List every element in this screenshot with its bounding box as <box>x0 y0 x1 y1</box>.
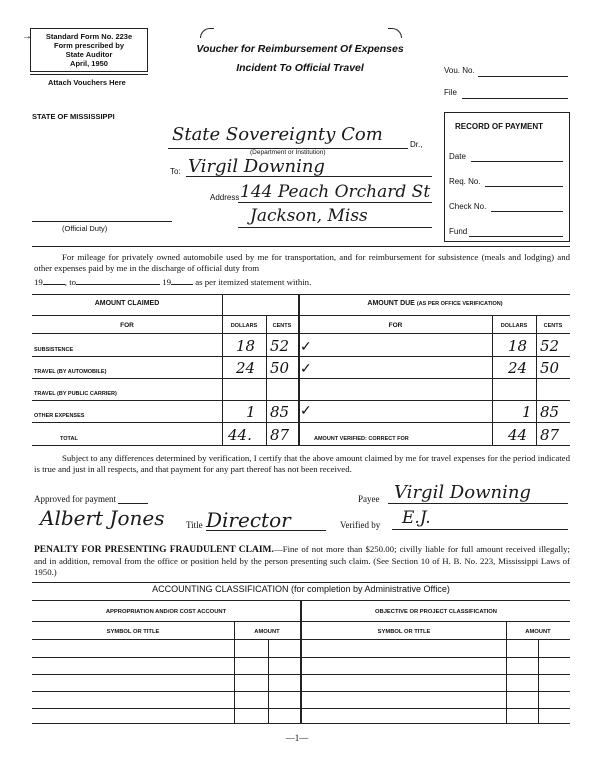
due-cents-other: 85 <box>540 403 560 421</box>
dept-caption: (Department or Institution) <box>250 149 326 156</box>
address-label: Address <box>210 193 240 202</box>
penalty-paragraph <box>34 544 570 578</box>
for-header-right: FOR <box>388 322 403 329</box>
payee-label: Payee <box>358 494 380 504</box>
penalty-heading: PENALTY FOR PRESENTING FRAUDULENT CLAIM. <box>34 545 274 555</box>
form-number-box <box>30 28 148 72</box>
amount-header-right: AMOUNT <box>525 629 551 635</box>
accounting-title: ACCOUNTING CLASSIFICATION <box>152 584 289 594</box>
official-duty-line <box>32 221 172 222</box>
address-line2: Jackson, Miss <box>250 206 368 226</box>
official-duty-label: (Official Duty) <box>62 224 108 233</box>
row-label-other: OTHER EXPENSES <box>34 413 85 419</box>
claimed-cents-subsistence: 52 <box>270 337 290 355</box>
certify-paragraph: Subject to any differences determined by verification, I certify that the above amount claimed by me for travel expenses for the period indicated is true and just in all respects, and that payment for any part thereof has not been received. <box>34 453 570 474</box>
record-of-payment-box <box>444 112 570 242</box>
verified-label: AMOUNT VERIFIED: CORRECT FOR <box>314 436 409 442</box>
section-divider-top <box>32 246 570 247</box>
dollars-header-left: DOLLARS <box>230 323 258 329</box>
to-line <box>186 176 432 177</box>
row-label-travel-auto: TRAVEL (BY AUTOMOBILE) <box>34 369 107 375</box>
dr-label: Dr., <box>410 140 423 149</box>
record-check: Check No. <box>449 202 487 211</box>
file-label: File <box>444 88 457 97</box>
claimed-cents-travel-auto: 50 <box>270 359 290 377</box>
check-mark-icon: ✓ <box>300 340 312 355</box>
amount-header-left: AMOUNT <box>254 629 280 635</box>
amount-due-label: AMOUNT DUE <box>367 300 415 307</box>
title-line <box>206 530 326 531</box>
due-dollars-subsistence: 18 <box>508 337 528 355</box>
record-title: RECORD OF PAYMENT <box>455 122 544 131</box>
attach-rule <box>30 74 148 75</box>
due-dollars-travel-auto: 24 <box>508 359 528 377</box>
accounting-table <box>32 600 570 724</box>
top-mark-left <box>200 28 214 38</box>
check-mark-icon: ✓ <box>300 362 312 377</box>
record-fund: Fund <box>449 227 468 236</box>
expense-table <box>32 294 570 446</box>
form-box-line1: Standard Form No. 223e <box>45 32 133 41</box>
accounting-subtitle: (for completion by Administrative Office) <box>290 584 450 594</box>
row-label-total: TOTAL <box>60 436 78 442</box>
due-cents-subsistence: 52 <box>540 337 560 355</box>
claimed-dollars-travel-auto: 24 <box>236 359 256 377</box>
mileage-paragraph: For mileage for privately owned automobile used by me for transportation, and for reimbursement for subsistence (meals and lodging) and other expenses paid by me in the discharge of official duty from <box>34 252 570 273</box>
attach-label: Attach Vouchers Here <box>48 78 126 87</box>
accounting-title-line <box>32 584 570 594</box>
record-date: Date <box>449 152 466 161</box>
mileage-tail: as per itemized statement within. <box>195 277 312 287</box>
state-label: STATE OF MISSISSIPPI <box>32 112 115 121</box>
symbol-header-left: SYMBOL OR TITLE <box>106 629 160 635</box>
objective-header: OBJECTIVE OR PROJECT CLASSIFICATION <box>375 609 497 615</box>
mileage-line2 <box>34 277 570 287</box>
mileage-19b: 19 <box>162 277 172 287</box>
to-label: To: <box>170 167 181 176</box>
verified-by-line <box>392 529 568 530</box>
approved-line <box>118 503 148 504</box>
form-box-line3: State Auditor <box>65 50 113 59</box>
dept-handwritten: State Sovereignty Com <box>172 124 383 145</box>
form-title-line2: Incident To Official Travel <box>236 62 364 74</box>
claimed-cents-other: 85 <box>270 403 290 421</box>
file-line <box>462 98 568 99</box>
payee-line <box>388 503 568 504</box>
form-box-line4: April, 1950 <box>70 59 108 68</box>
top-mark-right <box>388 28 402 38</box>
approver-signature: Albert Jones <box>40 506 165 530</box>
mileage-19a: 19 <box>34 277 43 287</box>
penalty-text: —Fine of not more than $250.00; civilly liable for full amount received illegally; and in addition, removal from the office or position held by the person presenting such claim. (See Section 10 of H. B. No. 223, Mississippi Laws of 1950.) <box>34 544 570 577</box>
address-line1-rule <box>238 202 432 203</box>
dollars-header-right: DOLLARS <box>500 323 528 329</box>
approved-label: Approved for payment <box>34 494 116 504</box>
row-label-subsistence: SUBSISTENCE <box>34 347 74 353</box>
corner-arrow: → <box>22 31 32 42</box>
payee-signature: Virgil Downing <box>394 482 531 503</box>
due-cents-travel-auto: 50 <box>540 359 560 377</box>
amount-due-sub: (AS PER OFFICE VERIFICATION) <box>416 301 503 307</box>
claimed-cents-total: 87 <box>270 426 290 444</box>
form-box-line2: Form prescribed by <box>53 41 125 50</box>
symbol-header-right: SYMBOL OR TITLE <box>377 629 431 635</box>
row-label-travel-public: TRAVEL (BY PUBLIC CARRIER) <box>34 391 117 397</box>
amount-due-header <box>300 300 570 307</box>
page-number: —1— <box>285 733 309 743</box>
amount-claimed-header: AMOUNT CLAIMED <box>94 300 160 307</box>
title-label: Title <box>186 520 203 530</box>
claimed-dollars-total: 44. <box>228 426 252 444</box>
form-title-line1: Voucher for Reimbursement Of Expenses <box>196 43 404 55</box>
cents-header-right: CENTS <box>543 323 563 329</box>
for-header-left: FOR <box>120 322 134 329</box>
address-line2-rule <box>238 227 432 228</box>
claimed-dollars-subsistence: 18 <box>236 337 256 355</box>
accounting-top-rule <box>32 582 570 583</box>
verified-cents-total: 87 <box>540 426 560 444</box>
title-value: Director <box>206 508 291 532</box>
vou-line <box>478 76 568 77</box>
to-handwritten: Virgil Downing <box>188 156 325 177</box>
verified-by-label: Verified by <box>340 520 381 530</box>
vou-label: Vou. No. <box>444 66 475 75</box>
check-mark-icon: ✓ <box>300 404 312 419</box>
cents-header-left: CENTS <box>272 323 292 329</box>
claimed-dollars-other: 1 <box>246 403 256 421</box>
verified-by-signature: E.J. <box>402 508 431 528</box>
verified-dollars-total: 44 <box>508 426 528 444</box>
record-req: Req. No. <box>449 177 481 186</box>
approp-header: APPROPRIATION AND/OR COST ACCOUNT <box>105 609 227 615</box>
due-dollars-other: 1 <box>522 403 532 421</box>
mileage-to: , to <box>64 277 77 287</box>
address-line1: 144 Peach Orchard St <box>240 182 431 202</box>
